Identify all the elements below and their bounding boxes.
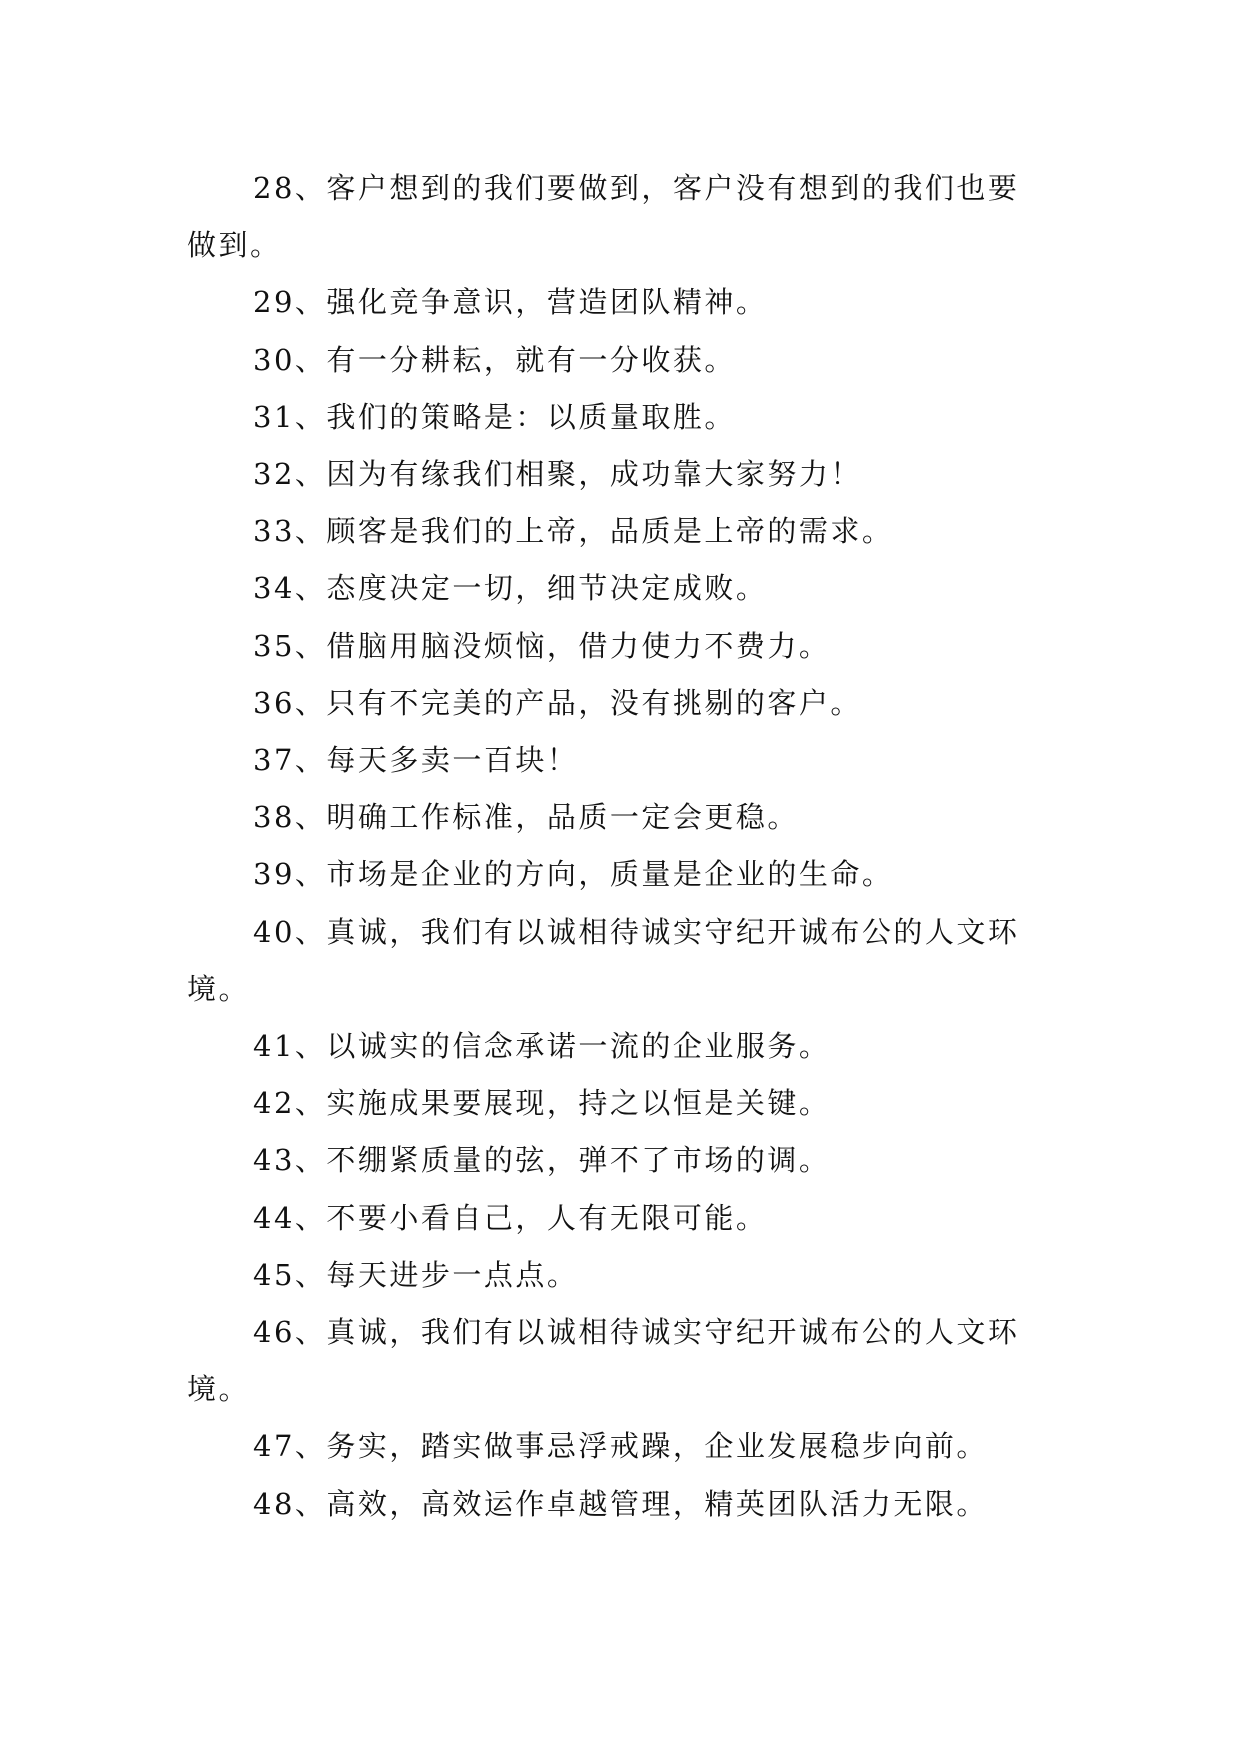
paragraph-45: 45、每天进步一点点。 [253,1257,579,1292]
paragraph-40: 40、真诚，我们有以诚相待诚实守纪开诚布公的人文环境。 [187,914,1020,1006]
paragraph-35: 35、借脑用脑没烦恼，借力使力不费力。 [253,628,831,663]
paragraph-47: 47、务实，踏实做事忌浮戒躁，企业发展稳步向前。 [253,1429,988,1464]
paragraph-42: 42、实施成果要展现，持之以恒是关键。 [253,1086,831,1121]
paragraph-48: 48、高效，高效运作卓越管理，精英团队活力无限。 [253,1486,988,1521]
paragraph-29: 29、强化竞争意识，营造团队精神。 [253,285,768,320]
paragraph-28: 28、客户想到的我们要做到，客户没有想到的我们也要做到。 [187,171,1020,263]
paragraph-34: 34、态度决定一切，细节决定成败。 [253,571,768,606]
paragraph-33: 33、顾客是我们的上帝，品质是上帝的需求。 [253,514,894,549]
paragraph-31: 31、我们的策略是：以质量取胜。 [253,399,736,434]
paragraph-38: 38、明确工作标准，品质一定会更稳。 [253,800,799,835]
paragraph-44: 44、不要小看自己，人有无限可能。 [253,1200,768,1235]
document-body [187,160,1047,1533]
paragraph-41: 41、以诚实的信念承诺一流的企业服务。 [253,1029,831,1064]
paragraph-32: 32、因为有缘我们相聚，成功靠大家努力！ [253,457,862,492]
paragraph-46: 46、真诚，我们有以诚相待诚实守纪开诚布公的人文环境。 [187,1315,1020,1407]
paragraph-36: 36、只有不完美的产品，没有挑剔的客户。 [253,685,862,720]
paragraph-30: 30、有一分耕耘，就有一分收获。 [253,342,736,377]
paragraph-39: 39、市场是企业的方向，质量是企业的生命。 [253,857,894,892]
paragraph-43: 43、不绷紧质量的弦，弹不了市场的调。 [253,1143,831,1178]
paragraph-37: 37、每天多卖一百块！ [253,743,579,778]
